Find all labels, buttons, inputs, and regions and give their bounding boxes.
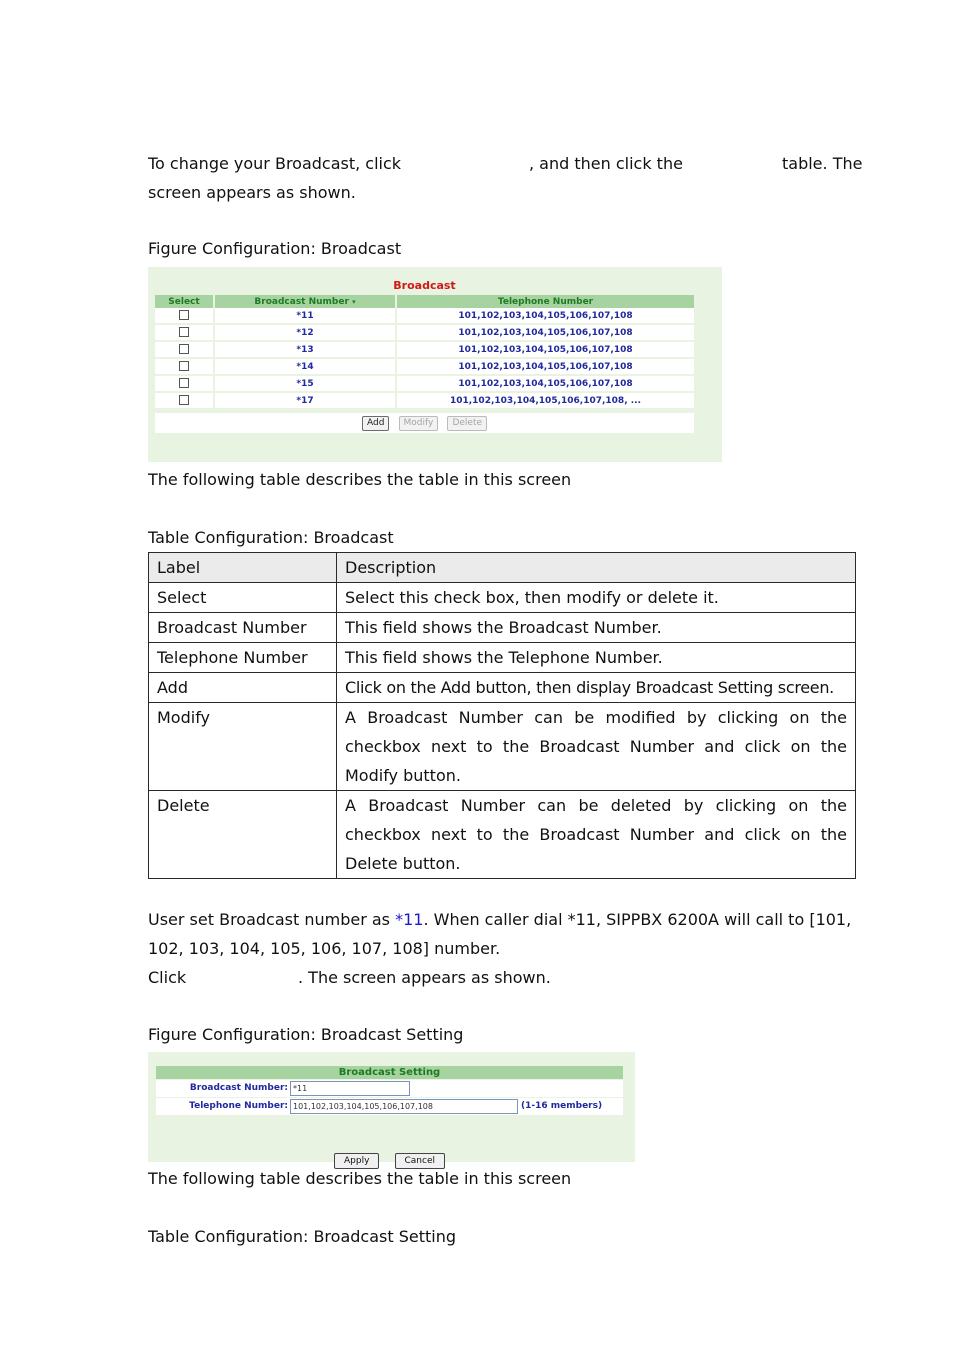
- table-row: [149, 673, 856, 703]
- broadcast-number-cell: *13: [214, 341, 396, 358]
- figure2-caption: Figure Configuration: Broadcast Setting: [148, 1025, 464, 1044]
- table2-caption: Table Configuration: Broadcast Setting: [148, 1227, 456, 1246]
- broadcast-number-label: Broadcast Number:: [189, 1083, 288, 1093]
- row-checkbox[interactable]: [179, 395, 189, 405]
- sort-arrow-icon: ▾: [352, 297, 356, 306]
- table-header-row: [149, 553, 856, 583]
- apply-button[interactable]: Apply: [334, 1153, 379, 1169]
- row-checkbox[interactable]: [179, 310, 189, 320]
- row-checkbox[interactable]: [179, 327, 189, 337]
- table-row: [155, 308, 694, 324]
- telephone-number-row: [156, 1098, 623, 1115]
- broadcast-description-table: [148, 552, 856, 879]
- click-text-start: Click: [148, 968, 187, 987]
- row-checkbox[interactable]: [179, 378, 189, 388]
- telephone-number-cell: 101,102,103,104,105,106,107,108: [396, 341, 694, 358]
- example-text-line2: 102, 103, 104, 105, 106, 107, 108] number.: [148, 939, 501, 958]
- column-telephone-number: Telephone Number: [396, 295, 694, 308]
- row-label: Broadcast Number: [149, 613, 337, 643]
- broadcast-table-header: [155, 295, 694, 308]
- table-row: [149, 613, 856, 643]
- row-checkbox[interactable]: [179, 361, 189, 371]
- broadcast-setting-screenshot: [148, 1052, 635, 1166]
- broadcast-setting-buttons: [156, 1148, 623, 1169]
- broadcast-button-row: [155, 413, 694, 433]
- broadcast-number-cell: *12: [214, 324, 396, 341]
- broadcast-table: [155, 295, 694, 410]
- table-row: [149, 703, 856, 791]
- table-row: [155, 392, 694, 409]
- example-text-start: User set Broadcast number as: [148, 910, 396, 929]
- delete-button[interactable]: Delete: [447, 416, 487, 431]
- row-label: Delete: [149, 791, 337, 879]
- row-label: Select: [149, 583, 337, 613]
- column-broadcast-number[interactable]: [214, 295, 396, 308]
- table-row: [155, 341, 694, 358]
- table-row: [155, 324, 694, 341]
- example-text: [148, 905, 851, 934]
- row-label: Modify: [149, 703, 337, 791]
- figure1-caption: Figure Configuration: Broadcast: [148, 239, 402, 258]
- cancel-button[interactable]: Cancel: [395, 1153, 446, 1169]
- row-description: Select this check box, then modify or delete it.: [337, 583, 856, 613]
- telephone-number-input[interactable]: 101,102,103,104,105,106,107,108: [290, 1099, 518, 1114]
- broadcast-setting-title: Broadcast Setting: [156, 1066, 623, 1079]
- table2-intro: The following table describes the table in this screen: [148, 1169, 572, 1188]
- click-text-end: . The screen appears as shown.: [298, 968, 551, 987]
- broadcast-setting-panel: [156, 1066, 623, 1166]
- broadcast-panel: [155, 267, 694, 432]
- telephone-number-label: Telephone Number:: [189, 1101, 288, 1111]
- intro-text-middle: , and then click the: [529, 154, 683, 173]
- row-description: This field shows the Broadcast Number.: [337, 613, 856, 643]
- table-row: [149, 643, 856, 673]
- table1-caption: Table Configuration: Broadcast: [148, 528, 394, 547]
- row-description: A Broadcast Number can be modified by clicking on the checkbox next to the Broadcast Number and click on the Modify button.: [337, 703, 856, 791]
- broadcast-number-cell: *17: [214, 392, 396, 409]
- broadcast-number-input[interactable]: *11: [290, 1081, 410, 1096]
- telephone-number-cell: 101,102,103,104,105,106,107,108: [396, 324, 694, 341]
- broadcast-title: Broadcast: [393, 279, 456, 292]
- row-checkbox[interactable]: [179, 344, 189, 354]
- row-description: A Broadcast Number can be deleted by clicking on the checkbox next to the Broadcast Number and click on the Delete button.: [337, 791, 856, 879]
- modify-button[interactable]: Modify: [399, 416, 439, 431]
- table-row: [155, 375, 694, 392]
- broadcast-number-cell: *15: [214, 375, 396, 392]
- table-row: [155, 358, 694, 375]
- table-row: [149, 583, 856, 613]
- example-text-end: . When caller dial *11, SIPPBX 6200A will call to [101,: [423, 910, 852, 929]
- add-button[interactable]: Add: [362, 416, 389, 431]
- row-label: Add: [149, 673, 337, 703]
- row-description: This field shows the Telephone Number.: [337, 643, 856, 673]
- telephone-number-cell: 101,102,103,104,105,106,107,108: [396, 308, 694, 324]
- header-description: Description: [337, 553, 856, 583]
- column-select: Select: [155, 295, 214, 308]
- row-description: Click on the Add button, then display Broadcast Setting screen.: [337, 673, 856, 703]
- broadcast-number-cell: *11: [214, 308, 396, 324]
- intro-text-start: To change your Broadcast, click: [148, 154, 402, 173]
- row-label: Telephone Number: [149, 643, 337, 673]
- broadcast-screenshot: [148, 267, 722, 462]
- table1-intro: The following table describes the table in this screen: [148, 470, 572, 489]
- telephone-number-cell: 101,102,103,104,105,106,107,108: [396, 358, 694, 375]
- members-hint: (1-16 members): [521, 1101, 603, 1111]
- header-label: Label: [149, 553, 337, 583]
- telephone-number-cell: 101,102,103,104,105,106,107,108: [396, 375, 694, 392]
- broadcast-number-row: [156, 1080, 623, 1097]
- broadcast-number-cell: *14: [214, 358, 396, 375]
- intro-text-line2: screen appears as shown.: [148, 183, 356, 202]
- intro-text-end: table. The: [782, 154, 863, 173]
- telephone-number-cell: 101,102,103,104,105,106,107,108, ...: [396, 392, 694, 409]
- broadcast-number-link: *11: [395, 910, 424, 929]
- column-broadcast-number-label: Broadcast Number: [254, 296, 349, 307]
- table-row: [149, 791, 856, 879]
